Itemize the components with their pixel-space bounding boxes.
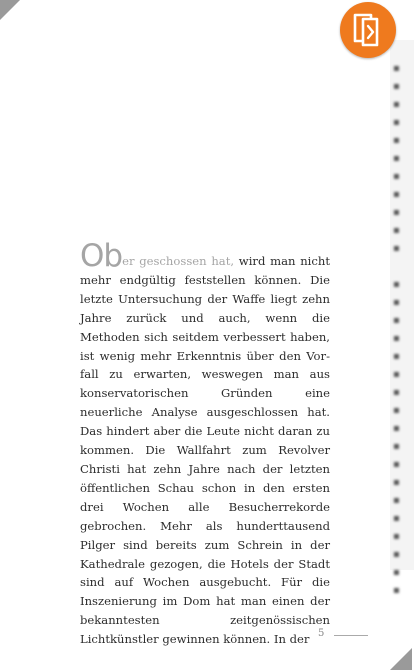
footer-rule	[334, 635, 368, 636]
next-page-edge[interactable]	[390, 40, 414, 596]
page-curl-top-left[interactable]	[0, 0, 20, 20]
page-number: 5	[318, 628, 325, 639]
reader-mode-icon	[351, 11, 385, 49]
paragraph-text: wird man nicht mehr endgültig feststellen können. Die letzte Untersuchung der Waffe liegt zehn Jahre zurück und auch, wenn die Methoden sich seitdem verbessert haben, ist wenig mehr Erkenntnis über den Vorfall zu erwarten, weswegen man aus konservatorischen Gründen eine neuerliche Analyse ausgeschlossen hat. Das hindert aber die Leute nicht daran zu kommen. Die Wallfahrt zum Revolver Christi hat zehn Jahre nach der letzten öffentlichen Schau schon in den ersten drei Wochen alle Besucherrekorde gebrochen. Mehr als hunderttausend Pilger sind bereits zum Schrein in der Kathedrale gezogen, die Hotels der Stadt sind auf Wochen ausgebucht. Für die Inszenierung im Dom hat man einen der bekanntesten zeitgenössischen Lichtkünstler gewinnen können. In der	[80, 254, 330, 647]
lead-in-text: er geschossen hat,	[122, 254, 235, 268]
body-paragraph	[80, 238, 330, 649]
reader-mode-button[interactable]	[340, 2, 396, 58]
next-page-blur: ▪ ▪ ▪ ▪ ▪ ▪ ▪ ▪ ▪ ▪ ▪ ▪ ▪ ▪ ▪ ▪ ▪ ▪ ▪ ▪ ▪ ▪ ▪ ▪ ▪ ▪ ▪ ▪ ▪	[393, 63, 400, 596]
page-curl-bottom-right[interactable]	[390, 648, 412, 670]
drop-cap: Ob	[80, 238, 123, 274]
